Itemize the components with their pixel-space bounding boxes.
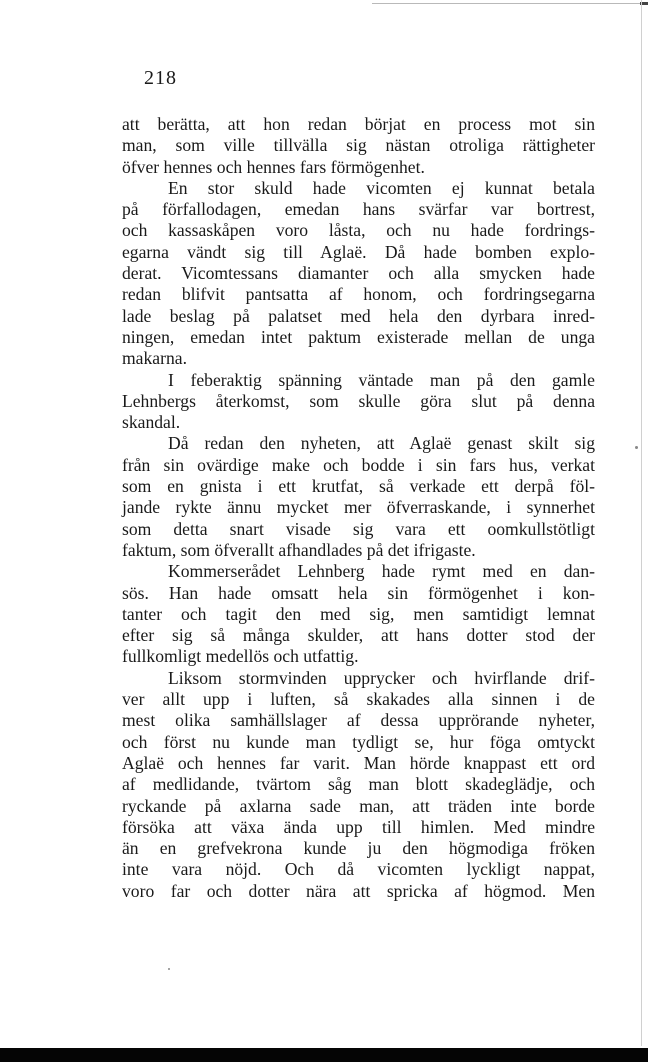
text-line: I feberaktig spänning väntade man på den gamle — [168, 369, 595, 390]
body-text — [122, 114, 595, 902]
text-line: öfver hennes och hennes fars förmögenhet. — [122, 156, 425, 177]
text-line: som en gnista i ett krutfat, så verkade ett derpå föl- — [122, 476, 595, 497]
text-line: skandal. — [122, 412, 181, 433]
text-line: inte vara nöjd. Och då vicomten lyckligt nappat, — [122, 859, 595, 880]
text-line: redan blifvit pantsatta af honom, och fordringsegarna — [122, 284, 595, 305]
text-line: tanter och tagit den med sig, men samtidigt lemnat — [122, 603, 595, 624]
text-line: sös. Han hade omsatt hela sin förmögenhet i kon- — [122, 582, 595, 603]
text-line: af medlidande, tvärtom såg man blott skadeglädje, och — [122, 774, 595, 795]
text-line: derat. Vicomtessans diamanter och alla smycken hade — [122, 263, 595, 284]
text-line: ningen, emedan intet paktum existerade mellan de unga — [122, 326, 595, 347]
text-line: voro far och dotter nära att spricka af högmod. Men — [122, 880, 595, 901]
text-line: Liksom stormvinden upprycker och hvirflande drif- — [168, 667, 595, 688]
text-line: egarna vändt sig till Aglaë. Då hade bomben explo- — [122, 241, 595, 262]
page-number: 218 — [144, 67, 177, 89]
text-line: ver allt upp i luften, så skakades alla sinnen i de — [122, 689, 595, 710]
scan-right-edge — [641, 0, 642, 1046]
text-line: än en grefvekrona kunde ju den högmodiga fröken — [122, 838, 595, 859]
text-line: faktum, som öfverallt afhandlades på det ifrigaste. — [122, 539, 476, 560]
text-line: ryckande på axlarna sade man, att träden inte borde — [122, 795, 595, 816]
text-line: En stor skuld hade vicomten ej kunnat betala — [168, 177, 595, 198]
text-line: och kassaskåpen voro låsta, och nu hade fordrings- — [122, 220, 595, 241]
text-line: Lehnbergs återkomst, som skulle göra slut på denna — [122, 390, 595, 411]
text-line: man, som ville tillvälla sig nästan otroliga rättigheter — [122, 135, 595, 156]
scan-top-rule — [372, 3, 648, 4]
text-line: att berätta, att hon redan börjat en process mot sin — [122, 114, 595, 134]
text-line: och först nu kunde man tydligt se, hur föga omtyckt — [122, 731, 595, 752]
text-line: fullkomligt medellös och utfattig. — [122, 646, 359, 667]
text-line: från sin ovärdige make och bodde i sin fars hus, verkat — [122, 454, 595, 475]
text-line: efter sig så många skulder, att hans dotter stod der — [122, 625, 595, 646]
text-line: mest olika samhällslager af dessa upprörande nyheter, — [122, 710, 595, 731]
text-line: lade beslag på palatset med hela den dyrbara inred- — [122, 305, 595, 326]
text-line: Då redan den nyheten, att Aglaë genast skilt sig — [168, 433, 595, 454]
text-line: som detta snart visade sig vara ett oomkullstötligt — [122, 518, 595, 539]
scan-speck — [168, 968, 170, 970]
scan-bottom-band — [0, 1048, 648, 1062]
text-line: Kommerserådet Lehnberg hade rymt med en dan- — [168, 561, 595, 582]
text-line: försöka att växa ända upp till himlen. Med mindre — [122, 816, 595, 837]
text-line: jande rykte ännu mycket mer öfverraskande, i synnerhet — [122, 497, 595, 518]
text-line: makarna. — [122, 348, 187, 369]
scan-speck — [635, 446, 638, 449]
text-line: på förfallodagen, emedan hans svärfar var bortrest, — [122, 199, 595, 220]
text-line: Aglaë och hennes far varit. Man hörde knappast ett ord — [122, 752, 595, 773]
